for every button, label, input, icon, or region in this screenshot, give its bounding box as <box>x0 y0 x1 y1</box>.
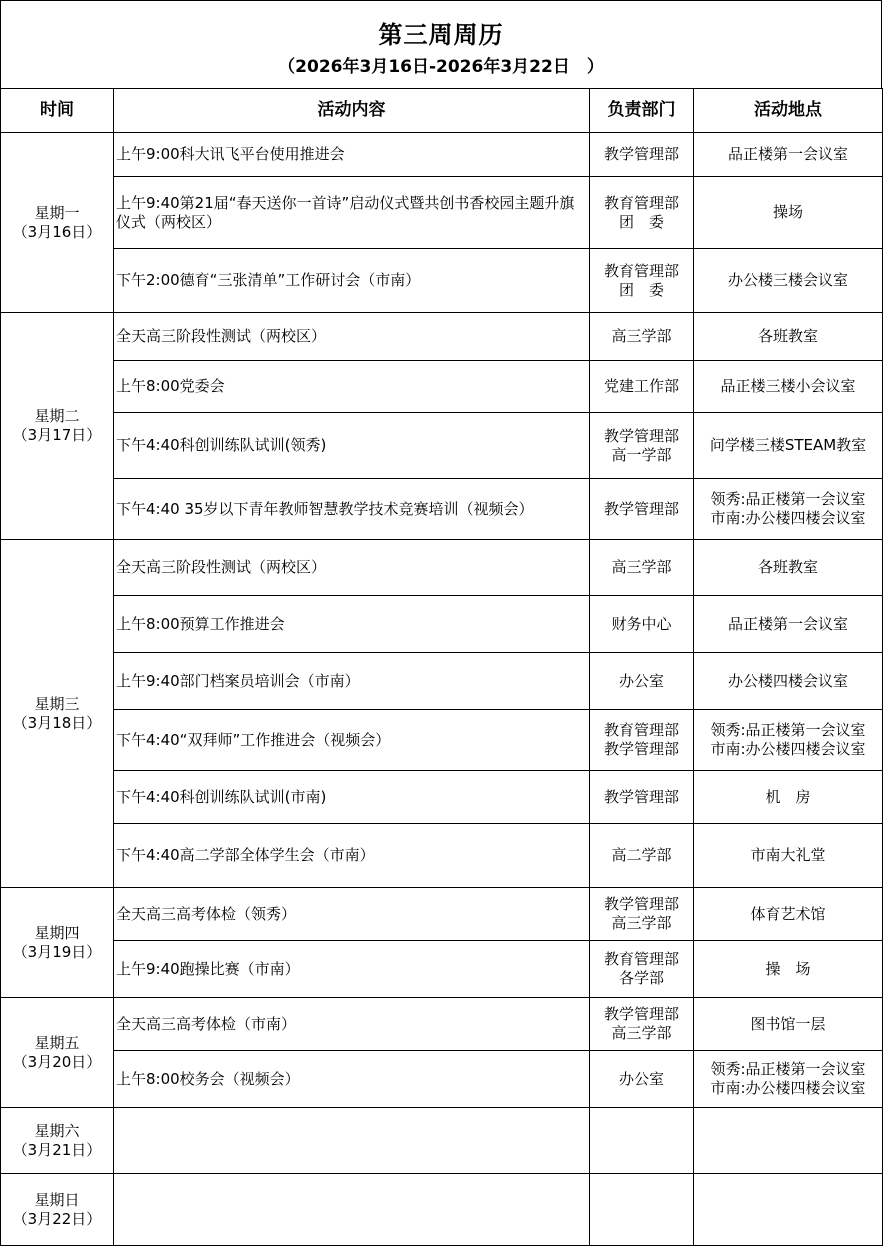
dept-line: 各学部 <box>618 969 664 987</box>
table-row <box>1 888 883 941</box>
table-row <box>1 824 883 888</box>
dept-line: 办公室 <box>618 671 664 690</box>
day-cell <box>1 540 114 888</box>
dept-line: 高二学部 <box>611 846 672 864</box>
place-line: 品正楼第一会议室 <box>727 614 848 633</box>
place-line: 操 场 <box>765 959 811 978</box>
activity-place <box>694 133 883 177</box>
table-row <box>1 249 883 313</box>
dept-line: 办公室 <box>618 1069 664 1088</box>
activity-content: 上午9:00科大讯飞平台使用推进会 <box>114 133 590 177</box>
table-row <box>1 998 883 1051</box>
table-row <box>1 1174 883 1246</box>
place-line: 品正楼第一会议室 <box>727 145 848 163</box>
place-line: 问学楼三楼STEAM教室 <box>709 436 867 454</box>
day-date: （3月16日） <box>12 222 102 241</box>
place-line: 领秀:品正楼第一会议室 <box>710 1060 866 1078</box>
activity-place <box>694 1108 883 1174</box>
dept-line: 教学管理部 <box>603 740 679 758</box>
place-line: 领秀:品正楼第一会议室 <box>710 721 866 739</box>
day-date: （3月17日） <box>12 426 102 444</box>
activity-content: 下午4:40高二学部全体学生会（市南） <box>114 824 590 888</box>
activity-content: 下午4:40科创训练队试训(市南) <box>114 771 590 824</box>
responsible-dept <box>590 133 694 177</box>
day-cell <box>1 888 114 998</box>
day-date: （3月21日） <box>12 1140 102 1159</box>
dept-line: 高三学部 <box>611 558 672 576</box>
dept-line: 团 委 <box>618 280 664 299</box>
dept-line: 教学管理部 <box>603 145 679 163</box>
day-date: （3月22日） <box>12 1209 102 1228</box>
dept-line: 高三学部 <box>611 1024 672 1042</box>
responsible-dept <box>590 540 694 596</box>
table-row <box>1 540 883 596</box>
place-line: 市南:办公楼四楼会议室 <box>710 509 866 527</box>
place-line: 领秀:品正楼第一会议室 <box>710 490 866 508</box>
activity-content: 全天高三阶段性测试（两校区） <box>114 540 590 596</box>
place-line: 市南:办公楼四楼会议室 <box>710 740 866 758</box>
date-range-subtitle: （2026年3月16日-2026年3月22日 ） <box>278 57 604 77</box>
responsible-dept <box>590 1051 694 1108</box>
activity-place <box>694 941 883 998</box>
place-line: 机 房 <box>765 787 811 806</box>
day-cell <box>1 1108 114 1174</box>
table-row <box>1 710 883 771</box>
activity-content: 下午4:40“双拜师”工作推进会（视频会） <box>114 710 590 771</box>
responsible-dept <box>590 771 694 824</box>
table-row <box>1 771 883 824</box>
responsible-dept <box>590 596 694 653</box>
responsible-dept <box>590 361 694 413</box>
activity-place <box>694 413 883 479</box>
day-cell <box>1 313 114 540</box>
dept-line: 教育管理部 <box>603 193 679 212</box>
dept-line: 党建工作部 <box>603 377 679 395</box>
day-cell <box>1 133 114 313</box>
dept-line: 教学管理部 <box>603 499 679 518</box>
table-row <box>1 596 883 653</box>
dept-line: 教学管理部 <box>603 895 679 913</box>
activity-content: 下午2:00德育“三张清单”工作研讨会（市南） <box>114 249 590 313</box>
place-line: 市南大礼堂 <box>750 846 826 864</box>
activity-place <box>694 998 883 1051</box>
schedule-body <box>1 133 883 1246</box>
responsible-dept <box>590 710 694 771</box>
dept-line: 教育管理部 <box>603 261 679 280</box>
dept-line: 高三学部 <box>611 327 672 345</box>
responsible-dept <box>590 998 694 1051</box>
table-row <box>1 361 883 413</box>
table-row <box>1 1051 883 1108</box>
activity-place <box>694 1051 883 1108</box>
activity-content <box>114 1174 590 1246</box>
day-label: 星期五 <box>34 1033 80 1052</box>
table-row <box>1 479 883 540</box>
responsible-dept <box>590 249 694 313</box>
place-line: 品正楼三楼小会议室 <box>720 377 856 395</box>
activity-place <box>694 540 883 596</box>
day-label: 星期一 <box>34 203 80 222</box>
activity-content: 下午4:40科创训练队试训(领秀) <box>114 413 590 479</box>
day-label: 星期四 <box>34 923 80 942</box>
table-row <box>1 653 883 710</box>
responsible-dept <box>590 941 694 998</box>
place-line: 各班教室 <box>757 327 818 345</box>
responsible-dept <box>590 413 694 479</box>
activity-place <box>694 177 883 249</box>
header-content: 活动内容 <box>114 89 590 133</box>
table-row <box>1 313 883 361</box>
dept-line: 高三学部 <box>611 914 672 932</box>
place-line: 各班教室 <box>757 558 818 576</box>
header-place: 活动地点 <box>694 89 883 133</box>
responsible-dept <box>590 1108 694 1174</box>
day-date: （3月18日） <box>12 713 102 732</box>
activity-place <box>694 479 883 540</box>
responsible-dept <box>590 888 694 941</box>
table-row <box>1 133 883 177</box>
day-label: 星期六 <box>34 1121 80 1140</box>
place-line: 办公楼四楼会议室 <box>727 671 848 690</box>
activity-content: 上午9:40第21届“春天送你一首诗”启动仪式暨共创书香校园主题升旗仪式（两校区） <box>114 177 590 249</box>
activity-place <box>694 596 883 653</box>
dept-line: 团 委 <box>618 212 664 231</box>
table-row <box>1 1108 883 1174</box>
dept-line: 教学管理部 <box>603 426 679 445</box>
activity-content: 下午4:40 35岁以下青年教师智慧教学技术竞赛培训（视频会） <box>114 479 590 540</box>
schedule-table <box>0 88 883 1246</box>
place-line: 体育艺术馆 <box>750 904 826 923</box>
dept-line: 教育管理部 <box>603 721 679 739</box>
activity-place <box>694 313 883 361</box>
activity-place <box>694 653 883 710</box>
activity-content: 上午9:40部门档案员培训会（市南） <box>114 653 590 710</box>
activity-place <box>694 710 883 771</box>
activity-content: 上午8:00校务会（视频会） <box>114 1051 590 1108</box>
day-label: 星期三 <box>34 694 80 713</box>
day-date: （3月19日） <box>12 942 102 961</box>
activity-content: 全天高三阶段性测试（两校区） <box>114 313 590 361</box>
place-line: 操场 <box>772 203 803 221</box>
day-cell <box>1 1174 114 1246</box>
day-cell <box>1 998 114 1108</box>
place-line: 办公楼三楼会议室 <box>727 271 848 289</box>
activity-place <box>694 249 883 313</box>
activity-place <box>694 771 883 824</box>
activity-content: 全天高三高考体检（领秀） <box>114 888 590 941</box>
table-row <box>1 177 883 249</box>
responsible-dept <box>590 177 694 249</box>
header-dept: 负责部门 <box>590 89 694 133</box>
header-row <box>1 89 883 133</box>
page-title: 第三周周历 <box>378 20 504 49</box>
activity-place <box>694 888 883 941</box>
header-time: 时间 <box>1 89 114 133</box>
activity-content: 上午8:00预算工作推进会 <box>114 596 590 653</box>
table-row <box>1 941 883 998</box>
day-label: 星期二 <box>34 407 80 425</box>
activity-content: 全天高三高考体检（市南） <box>114 998 590 1051</box>
responsible-dept <box>590 653 694 710</box>
responsible-dept <box>590 313 694 361</box>
activity-content <box>114 1108 590 1174</box>
title-block <box>0 0 882 88</box>
responsible-dept <box>590 479 694 540</box>
activity-place <box>694 1174 883 1246</box>
activity-content: 上午8:00党委会 <box>114 361 590 413</box>
activity-place <box>694 361 883 413</box>
dept-line: 教学管理部 <box>603 1005 679 1023</box>
place-line: 图书馆一层 <box>750 1014 826 1033</box>
responsible-dept <box>590 1174 694 1246</box>
activity-place <box>694 824 883 888</box>
responsible-dept <box>590 824 694 888</box>
dept-line: 财务中心 <box>611 614 672 633</box>
dept-line: 教育管理部 <box>603 950 679 968</box>
activity-content: 上午9:40跑操比赛（市南） <box>114 941 590 998</box>
dept-line: 教学管理部 <box>603 787 679 806</box>
day-label: 星期日 <box>34 1190 80 1209</box>
place-line: 市南:办公楼四楼会议室 <box>710 1079 866 1097</box>
dept-line: 高一学部 <box>611 445 672 464</box>
table-row <box>1 413 883 479</box>
day-date: （3月20日） <box>12 1052 102 1071</box>
